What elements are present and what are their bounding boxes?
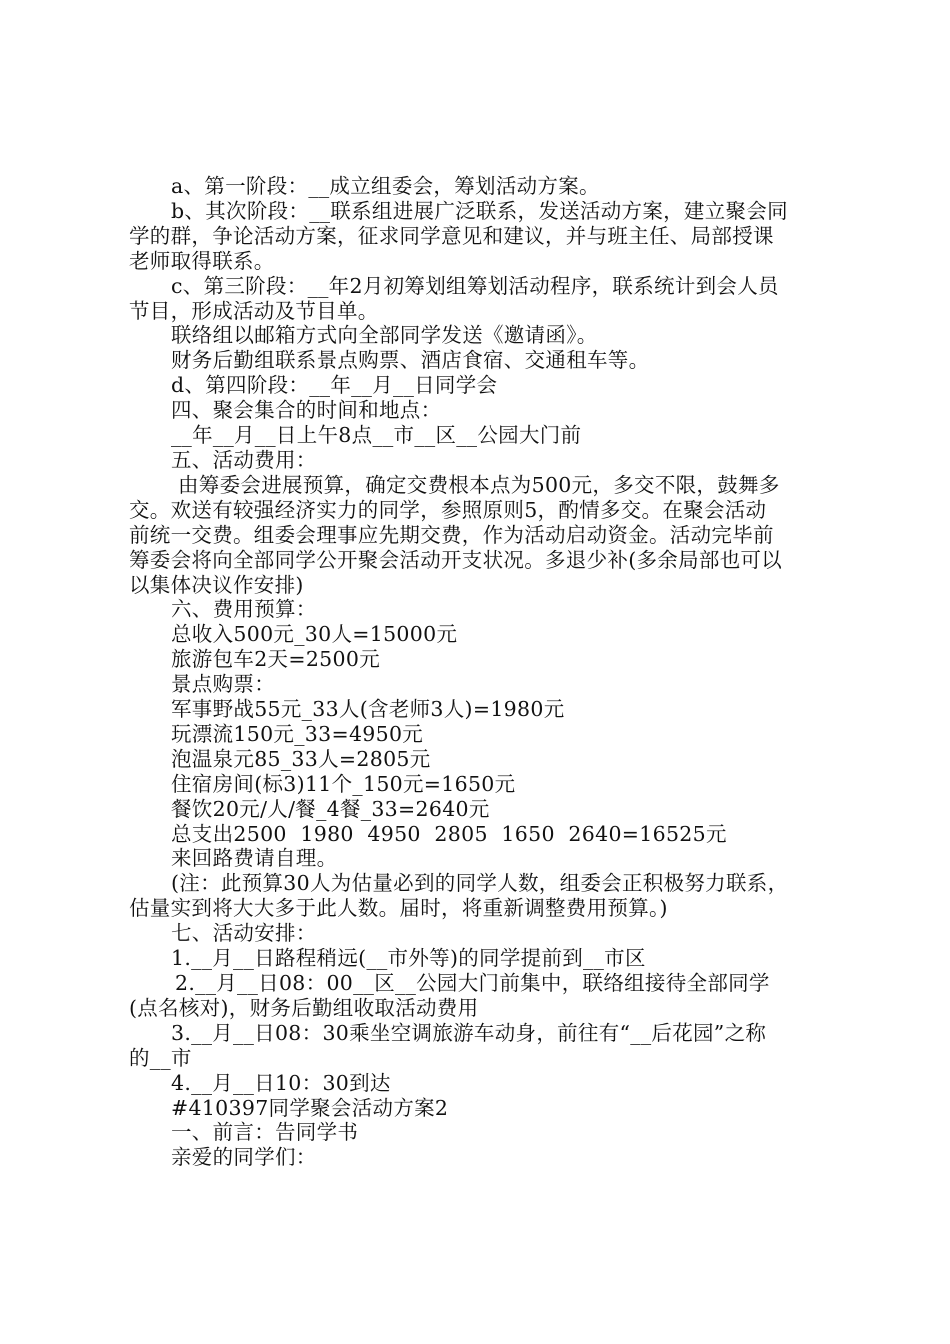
document-body: [129, 174, 829, 1170]
fees-line-4: 筹委会将向全部同学公开聚会活动开支状况。多退少补(多余局部也可以: [129, 547, 783, 572]
budget-income-line: 总收入500元_30人=15000元: [171, 622, 458, 647]
budget-rafting-line: 玩漂流150元_33=4950元: [171, 721, 424, 746]
stage-three-line-1: c、第三阶段：__年2月初筹划组筹划活动程序，联系统计到会人员: [171, 273, 779, 298]
budget-bus-line: 旅游包车2天=2500元: [171, 647, 380, 672]
schedule-item-4: 4.__月__日10：30到达: [171, 1070, 391, 1095]
section-four-heading: 四、聚会集合的时间和地点：: [171, 398, 442, 423]
schedule-item-2-line-1: 2.__月__日08：00__区__公园大门前集中，联络组接待全部同学: [175, 971, 770, 995]
liaison-line: 联络组以邮箱方式向全部同学发送《邀请函》。: [171, 323, 598, 348]
section-six-heading: 六、费用预算：: [171, 597, 317, 622]
schedule-item-3-line-2: 的__市: [129, 1045, 192, 1070]
budget-hotspring-line: 泡温泉元85_33人=2805元: [171, 746, 431, 771]
stage-three-line-2: 节目，形成活动及节目单。: [129, 298, 379, 323]
note-line-1: (注：此预算30人为估量必到的同学人数，组委会正积极努力联系，: [171, 871, 789, 896]
stage-two-line-3: 老师取得联系。: [129, 248, 275, 273]
section-five-heading: 五、活动费用：: [171, 447, 317, 472]
schedule-item-1: 1.__月__日路程稍远(__市外等)的同学提前到__市区: [171, 946, 646, 971]
budget-meals-line: 餐饮20元/人/餐_4餐_33=2640元: [171, 796, 490, 821]
plan-two-title: #410397同学聚会活动方案2: [171, 1095, 449, 1120]
budget-field-line: 军事野战55元_33人(含老师3人)=1980元: [171, 697, 565, 722]
budget-total-line: 总支出2500 1980 4950 2805 1650 2640=16525元: [171, 821, 727, 846]
meeting-place-line: __年__月__日上午8点__市__区__公园大门前: [171, 423, 582, 448]
greeting-line: 亲爱的同学们：: [171, 1145, 317, 1170]
fees-line-2: 交。欢送有较强经济实力的同学，参照原则5，酌情多交。在聚会活动: [129, 497, 767, 522]
preface-heading: 一、前言：告同学书: [171, 1120, 359, 1145]
fees-line-3: 前统一交费。组委会理事应先期交费，作为活动启动资金。活动完毕前: [129, 522, 774, 547]
schedule-item-2-line-2: (点名核对)，财务后勤组收取活动费用: [129, 995, 479, 1020]
fees-line-1: 由筹委会进展预算，确定交费根本点为500元，多交不限，鼓舞多: [178, 472, 780, 497]
budget-lodging-line: 住宿房间(标3)11个_150元=1650元: [171, 771, 516, 796]
travel-cost-line: 来回路费请自理。: [171, 846, 338, 871]
stage-two-line-2: 学的群，争论活动方案，征求同学意见和建议，并与班主任、局部授课: [129, 223, 774, 248]
stage-one-line: a、第一阶段：__成立组委会，筹划活动方案。: [171, 174, 600, 198]
budget-tickets-heading: 景点购票：: [171, 672, 275, 697]
stage-two-line-1: b、其次阶段：__联系组进展广泛联系，发送活动方案，建立聚会同: [171, 198, 788, 223]
stage-four-line: d、第四阶段：__年__月__日同学会: [171, 373, 498, 398]
note-line-2: 估量实到将大大多于此人数。届时，将重新调整费用预算。): [129, 896, 668, 921]
finance-line: 财务后勤组联系景点购票、酒店食宿、交通租车等。: [171, 348, 650, 373]
schedule-item-3-line-1: 3.__月__日08：30乘坐空调旅游车动身，前往有“__后花园”之称: [171, 1020, 767, 1045]
fees-line-5: 以集体决议作安排): [129, 572, 304, 597]
section-seven-heading: 七、活动安排：: [171, 921, 317, 946]
